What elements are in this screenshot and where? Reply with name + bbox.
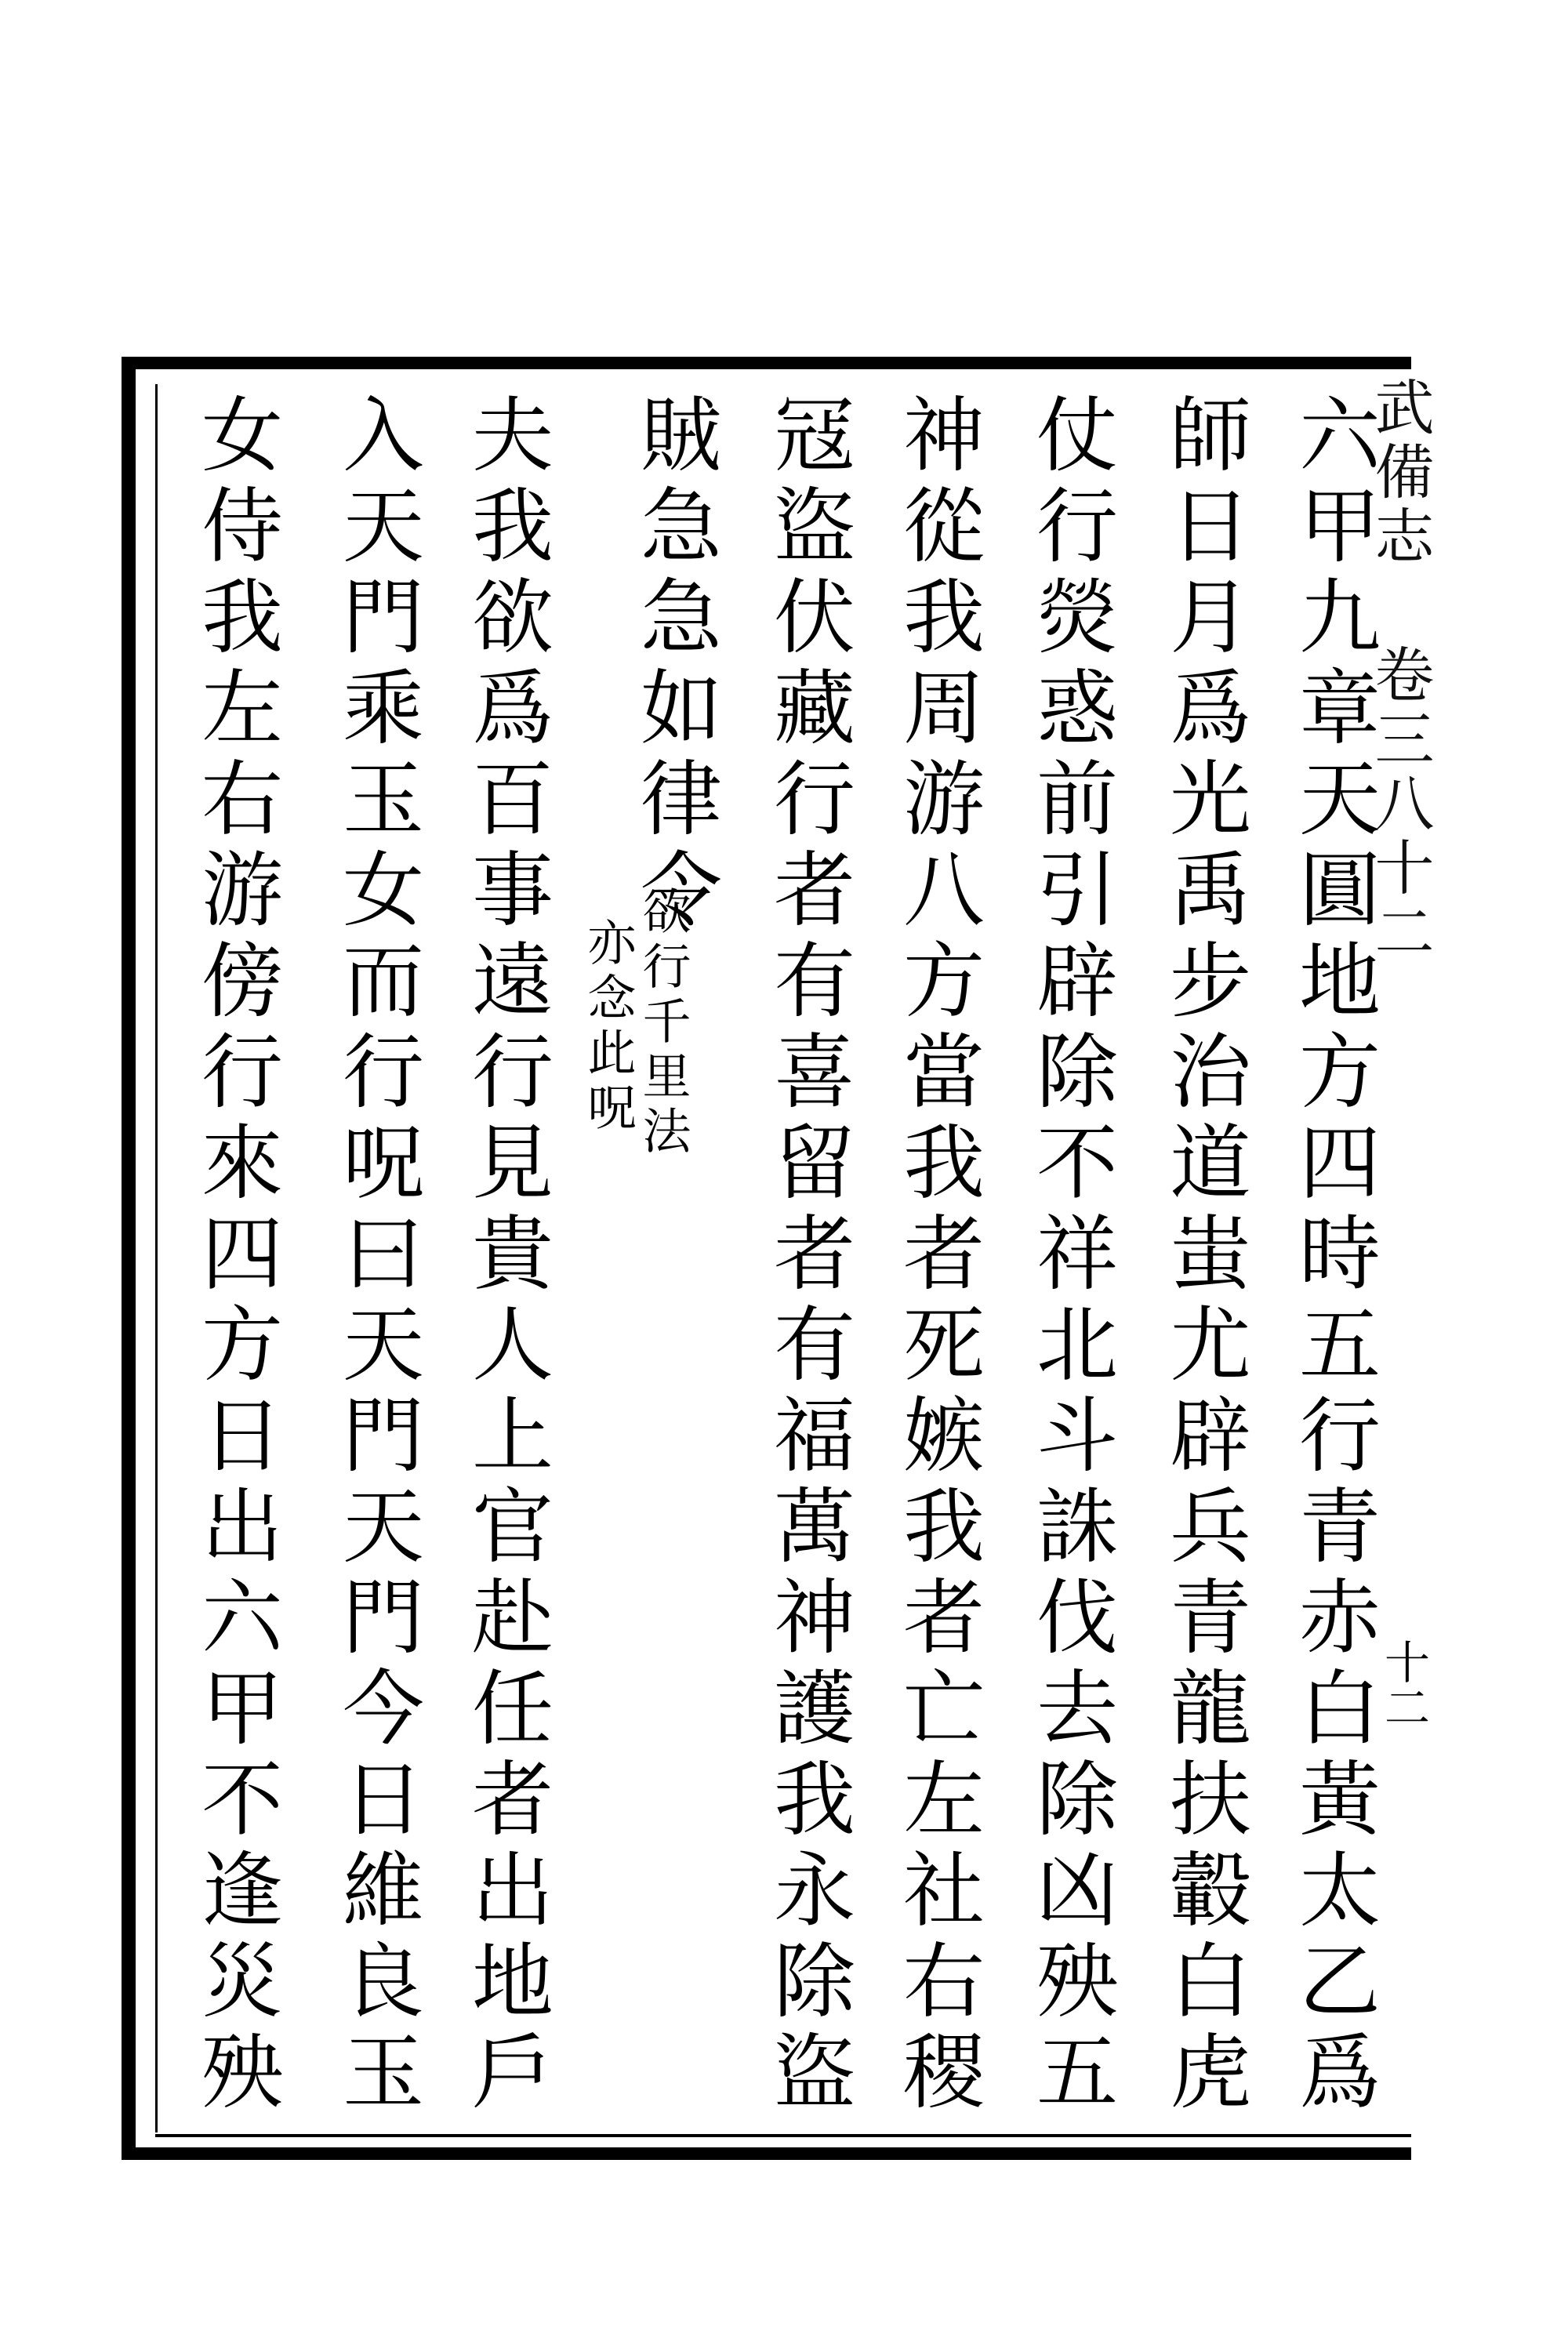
- running-title: 武備志 卷三八十二: [1365, 376, 1435, 965]
- annotation-line-1: 欲行千里法: [634, 886, 691, 1160]
- inner-rule-left: [155, 384, 158, 2132]
- folio-number: 十二: [1377, 1639, 1430, 1730]
- text-column-3: 仗行熒惑前引辟除不祥北斗誅伐去除凶殃五: [1022, 392, 1118, 2120]
- text-column-9: 女侍我左右游傍行來四方日出六甲不逢災殃: [187, 392, 283, 2120]
- text-column-2: 師日月爲光禹步治道蚩尤辟兵青龍扶轂白虎: [1156, 392, 1251, 2120]
- text-column-8: 入天門乘玉女而行呪曰天門天門今日維良玉: [328, 392, 424, 2120]
- inner-rule-bottom: [155, 2134, 1411, 2137]
- text-column-6: 賊急急如律令: [626, 392, 722, 938]
- text-column-5: 冦盜伏藏行者有喜留者有福萬神護我永除盜: [760, 392, 855, 2120]
- text-column-1: 六甲九章天圓地方四時五行青赤白黃太乙爲: [1285, 392, 1381, 2120]
- annotation-line-2: 亦念此呪: [579, 917, 637, 1137]
- text-column-7: 夫我欲爲百事遠行見貴人上官赴任者出地戶: [458, 392, 554, 2120]
- text-column-4: 神從我周游八方當我者死嫉我者亡左社右稷: [889, 392, 985, 2120]
